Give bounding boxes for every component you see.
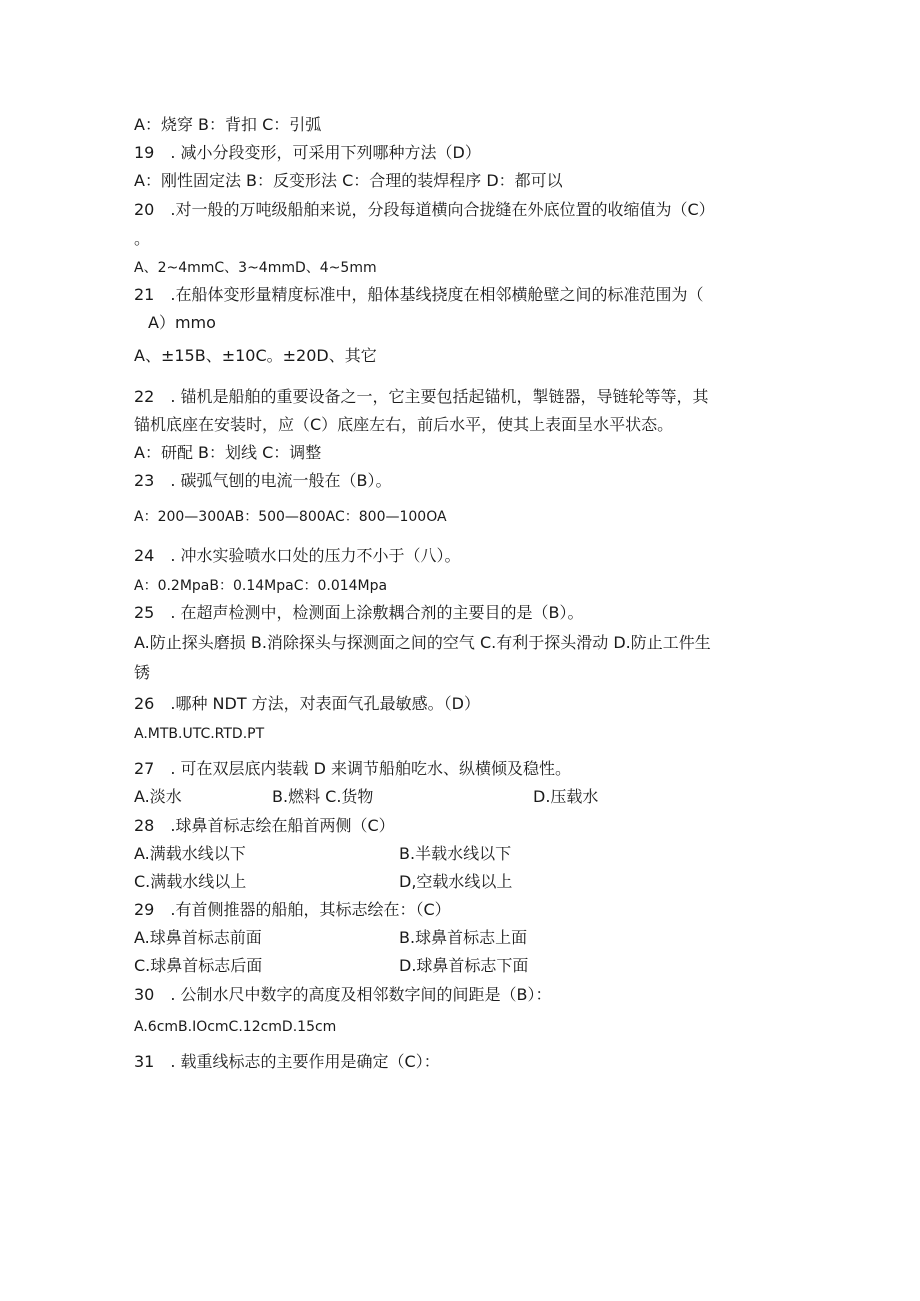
question-21-cont: A）mmo (148, 313, 216, 332)
options-22: A：研配 B：划线 C：调整 (134, 443, 322, 462)
options-21: A、±15B、±10C。±20D、其它 (134, 346, 377, 365)
question-22-cont: 锚机底座在安装时，应（C）底座左右，前后水平，使其上表面呈水平状态。 (134, 415, 674, 434)
option-28-b: B.半载水线以下 (399, 844, 512, 863)
options-25-cont: 锈 (134, 663, 151, 682)
option-28-c: C.满载水线以上 (134, 872, 247, 891)
question-23: 23 . 碳弧气刨的电流一般在（B）。 (134, 471, 392, 490)
question-22: 22 . 锚机是船舶的重要设备之一，它主要包括起锚机，掣链器，导链轮等等，其 (134, 387, 709, 406)
question-25: 25 . 在超声检测中，检测面上涂敷耦合剂的主要目的是（B）。 (134, 603, 584, 622)
question-30: 30 . 公制水尺中数字的高度及相邻数字间的间距是（B）： (134, 985, 552, 1004)
question-19: 19 . 减小分段变形，可采用下列哪种方法（D） (134, 143, 481, 162)
question-28: 28 .球鼻首标志绘在船首两侧（C） (134, 816, 395, 835)
option-27-d: D.压载水 (533, 787, 599, 806)
option-29-b: B.球鼻首标志上面 (399, 928, 528, 947)
question-20-cont: 。 (134, 229, 151, 248)
question-24: 24 . 冲水实验喷水口处的压力不小于（八）。 (134, 546, 461, 565)
options-20: A、2~4mmC、3~4mmD、4~5mm (134, 260, 377, 276)
line-1: A：烧穿 B：背扣 C：引弧 (134, 115, 322, 134)
question-31: 31 . 载重线标志的主要作用是确定（C）： (134, 1052, 440, 1071)
options-30: A.6cmB.IOcmC.12cmD.15cm (134, 1019, 337, 1035)
question-20: 20 .对一般的万吨级船舶来说，分段每道横向合拢缝在外底位置的收缩值为（C） (134, 200, 715, 219)
option-28-d: D,空载水线以上 (399, 872, 513, 891)
option-27-bc: B.燃料 C.货物 (272, 787, 374, 806)
options-26: A.MTB.UTC.RTD.PT (134, 726, 265, 742)
question-21: 21 .在船体变形量精度标准中，船体基线挠度在相邻横舱壁之间的标准范围为（ (134, 285, 704, 304)
question-29: 29 .有首侧推器的船舶，其标志绘在：（C） (134, 900, 451, 919)
option-29-c: C.球鼻首标志后面 (134, 956, 263, 975)
options-19: A：刚性固定法 B：反变形法 C：合理的装焊程序 D：都可以 (134, 171, 563, 190)
option-27-a: A.淡水 (134, 787, 182, 806)
option-29-d: D.球鼻首标志下面 (399, 956, 529, 975)
options-25: A.防止探头磨损 B.消除探头与探测面之间的空气 C.有利于探头滑动 D.防止工件生 (134, 633, 711, 652)
options-24: A：0.2MpaB：0.14MpaC：0.014Mpa (134, 578, 388, 594)
option-29-a: A.球鼻首标志前面 (134, 928, 262, 947)
options-23: A：200—300AB：500—800AC：800—100OA (134, 509, 447, 525)
question-27: 27 . 可在双层底内装载 D 来调节船舶吃水、纵横倾及稳性。 (134, 759, 572, 778)
option-28-a: A.满载水线以下 (134, 844, 246, 863)
question-26: 26 .哪种 NDT 方法，对表面气孔最敏感。（D） (134, 694, 481, 713)
